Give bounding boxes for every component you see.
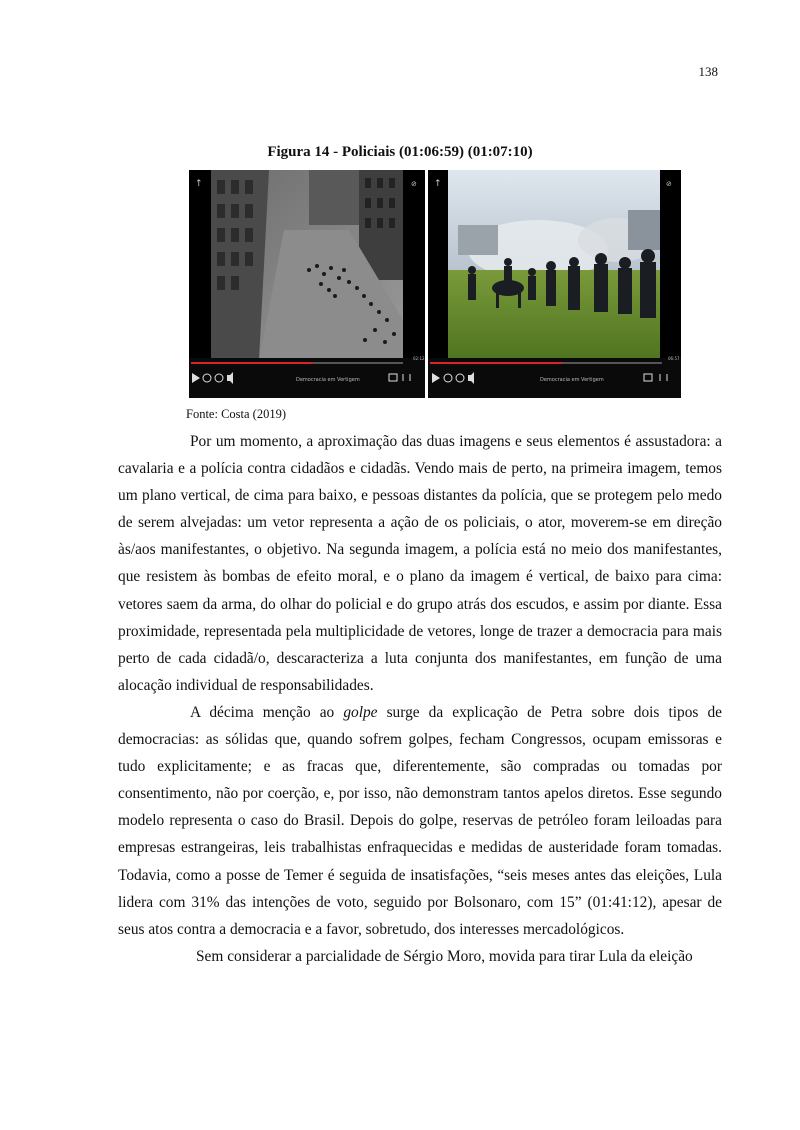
page-number: 138: [698, 64, 718, 79]
left-frame-caption: Democracia em Vertigem: [296, 377, 360, 383]
figure-title: Figura 14 - Policiais (01:06:59) (01:07:10): [267, 144, 533, 160]
field-scene-image: [428, 170, 681, 398]
street-scene-image: [189, 170, 425, 398]
svg-text:⊘: ⊘: [411, 180, 417, 188]
paragraph-3-text: Sem considerar a parcialidade de Sérgio Moro, movida para tirar Lula da eleição: [196, 947, 693, 965]
left-frame-time: 02:12: [413, 356, 425, 361]
figure-source: Fonte: Costa (2019): [186, 407, 286, 421]
paragraph-3: [118, 943, 722, 970]
paragraph-1: [118, 428, 722, 699]
svg-text:↑: ↑: [195, 179, 203, 189]
right-frame-caption: Democracia em Vertigem: [540, 377, 604, 383]
video-frame-street: [189, 170, 425, 398]
paragraph-2-text-a: A décima menção ao: [190, 703, 344, 721]
video-frame-field: [428, 170, 681, 398]
figure: [189, 170, 681, 398]
italic-term: golpe: [343, 703, 378, 721]
right-frame-time: 06:57: [668, 356, 680, 361]
paragraph-2: [118, 699, 722, 943]
paragraph-1-text: Por um momento, a aproximação das duas imagens e seus elementos é assustadora: a cavalaria e a polícia contra cidadãos e cidadãs. Vendo mais de perto, na primeira imagem, temos um plano vertical, de cima para baixo, e pessoas distantes da polícia, que se protegem pelo medo de serem alvejadas: um vetor representa a ação de os policiais, o ator, moverem-se em direção às/aos manifestantes, o objetivo. Na segunda imagem, a polícia está no meio dos manifestantes, que resistem às bombas de efeito moral, e o plano da imagem é vertical, de baixo para cima: vetores saem da arma, do olhar do policial e do grupo atrás dos escudos, e assim por diante. Essa proximidade, representada pela multiplicidade de vetores, longe de trazer a democracia para mais perto de cada cidadã/o, descaracteriza a luta conjunta dos manifestantes, em função de uma alocação individual de responsabilidades.: [118, 433, 722, 694]
paragraph-2-text-b: surge da explicação de Petra sobre dois tipos de democracias: as sólidas que, quando sofrem golpes, fecham Congressos, ocupam emissoras e tudo explicitamente; e as fracas que, diferentemente, são compradas ou tomadas por consentimento, não por coerção, e, por isso, não demonstram tantos apelos diretos. Esse segundo modelo representa o caso do Brasil. Depois do golpe, reservas de petróleo foram leiloadas para empresas estrangeiras, leis trabalhistas enfraquecidas e medidas de austeridade foram tomadas. Todavia, como a posse de Temer é seguida de insatisfações, “seis meses antes das eleições, Lula lidera com 31% das intenções de voto, seguido por Bolsonaro, com 15” (01:41:12), apesar de seus atos contra a democracia e a favor, sobretudo, dos interesses mercadológicos.: [118, 703, 722, 938]
svg-text:⊘: ⊘: [666, 180, 672, 188]
body-text: [118, 428, 722, 970]
svg-text:↑: ↑: [434, 179, 442, 189]
